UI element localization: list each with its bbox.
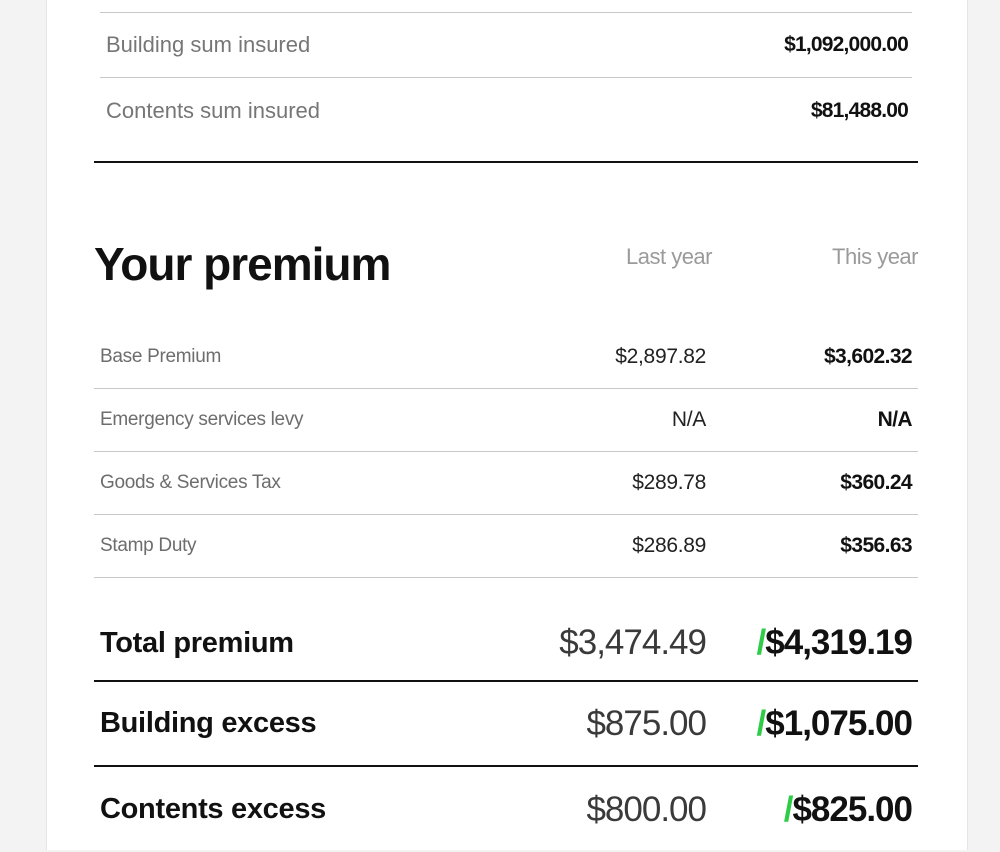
- this-year-value: $356.63: [840, 534, 912, 557]
- total-premium-row: [94, 600, 918, 682]
- row-label: Stamp Duty: [100, 535, 197, 556]
- building-sum-label: Building sum insured: [106, 32, 311, 57]
- section-divider: [94, 161, 918, 163]
- contents-excess-label: Contents excess: [100, 793, 326, 825]
- contents-excess-row: [94, 767, 918, 852]
- building-excess-this-year: [706, 704, 918, 744]
- change-marker: /: [756, 703, 766, 743]
- sums-insured-table: [100, 12, 912, 143]
- this-year-amount: $825.00: [792, 789, 912, 829]
- this-year-amount: $4,319.19: [765, 623, 912, 662]
- last-year-value: N/A: [671, 408, 706, 431]
- contents-sum-value: $81,488.00: [810, 98, 908, 122]
- this-year-value: $360.24: [840, 471, 912, 494]
- table-row: [94, 326, 918, 389]
- page-title: Your premium: [94, 238, 391, 290]
- last-year-value: $2,897.82: [615, 345, 706, 368]
- table-row: [94, 452, 918, 515]
- contents-excess-this-year: [706, 790, 918, 830]
- change-marker: /: [756, 623, 766, 662]
- contents-sum-label: Contents sum insured: [106, 97, 320, 123]
- building-excess-row: [94, 682, 918, 767]
- total-premium-last-year: $3,474.49: [559, 623, 706, 662]
- table-row: [94, 515, 918, 578]
- table-row: [94, 389, 918, 452]
- total-premium-label: Total premium: [100, 626, 294, 659]
- this-year-amount: $1,075.00: [765, 703, 912, 743]
- row-label: Goods & Services Tax: [100, 472, 281, 493]
- premium-breakdown-table: [94, 326, 918, 578]
- building-sum-value: $1,092,000.00: [784, 33, 908, 56]
- last-year-value: $289.78: [632, 471, 706, 494]
- table-row: [100, 12, 912, 77]
- contents-excess-last-year: $800.00: [586, 789, 706, 829]
- change-marker: /: [783, 789, 793, 829]
- last-year-value: $286.89: [632, 534, 706, 557]
- building-excess-label: Building excess: [100, 707, 317, 739]
- column-header-this-year: This year: [832, 244, 918, 269]
- row-label: Emergency services levy: [100, 409, 304, 430]
- building-excess-last-year: $875.00: [586, 703, 706, 743]
- this-year-value: $3,602.32: [823, 345, 912, 368]
- this-year-value: N/A: [877, 408, 912, 431]
- row-label: Base Premium: [100, 346, 221, 367]
- table-row: [100, 77, 912, 143]
- totals-table: [94, 600, 918, 852]
- total-premium-this-year: [706, 623, 918, 663]
- column-header-last-year: Last year: [626, 244, 712, 269]
